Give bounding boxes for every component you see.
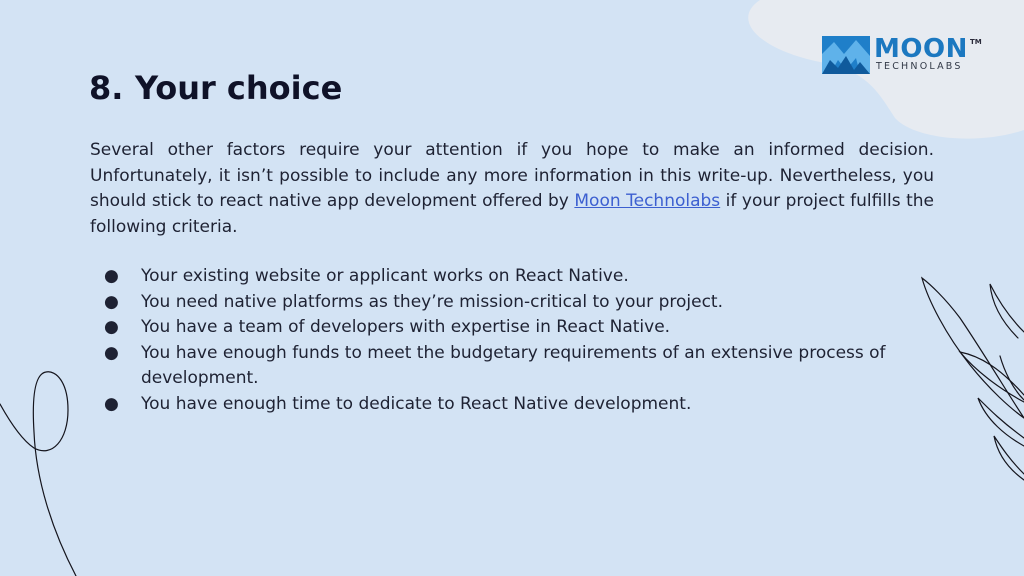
intro-paragraph xyxy=(90,138,934,240)
company-logo[interactable] xyxy=(822,36,982,76)
list-item-text: Your existing website or applicant works on React Native. xyxy=(141,266,629,286)
title-text: Your choice xyxy=(135,69,343,107)
bullet-icon: ● xyxy=(104,342,119,363)
logo-trademark: TM xyxy=(970,38,982,46)
title-number: 8. xyxy=(89,69,124,107)
paragraph-text-end: if your project fulfills the following criteria. xyxy=(90,191,935,237)
moon-technolabs-logo-icon xyxy=(822,36,870,74)
list-item-text: You have enough funds to meet the budgetary requirements of an extensive process of development. xyxy=(141,342,886,389)
list-item-text: You have enough time to dedicate to React Native development. xyxy=(141,393,692,414)
paragraph-text-start: Several other factors require your attention if you hope to make an informed decision. Unfortunately, it isn’t possible to include any more information in this write-up. Nevertheless, you should stick to react native app development offered by xyxy=(90,140,934,211)
logo-name: MOON xyxy=(874,34,968,64)
list-item-text: You need native platforms as they’re mission-critical to your project. xyxy=(141,291,723,312)
bullet-icon: ● xyxy=(104,393,119,414)
moon-technolabs-link[interactable]: Moon Technolabs xyxy=(574,191,721,211)
bullet-icon: ● xyxy=(104,317,119,338)
list-item-text: You have a team of developers with expertise in React Native. xyxy=(141,317,671,338)
logo-tagline: TECHNOLABS xyxy=(876,61,963,72)
criteria-list xyxy=(90,264,936,418)
list-item xyxy=(90,392,936,418)
bullet-icon: ● xyxy=(104,291,119,312)
list-item xyxy=(90,341,936,392)
list-item xyxy=(90,315,936,341)
list-item xyxy=(90,290,936,316)
slide-title xyxy=(89,66,342,110)
bullet-icon: ● xyxy=(104,266,119,286)
list-item xyxy=(90,264,936,290)
